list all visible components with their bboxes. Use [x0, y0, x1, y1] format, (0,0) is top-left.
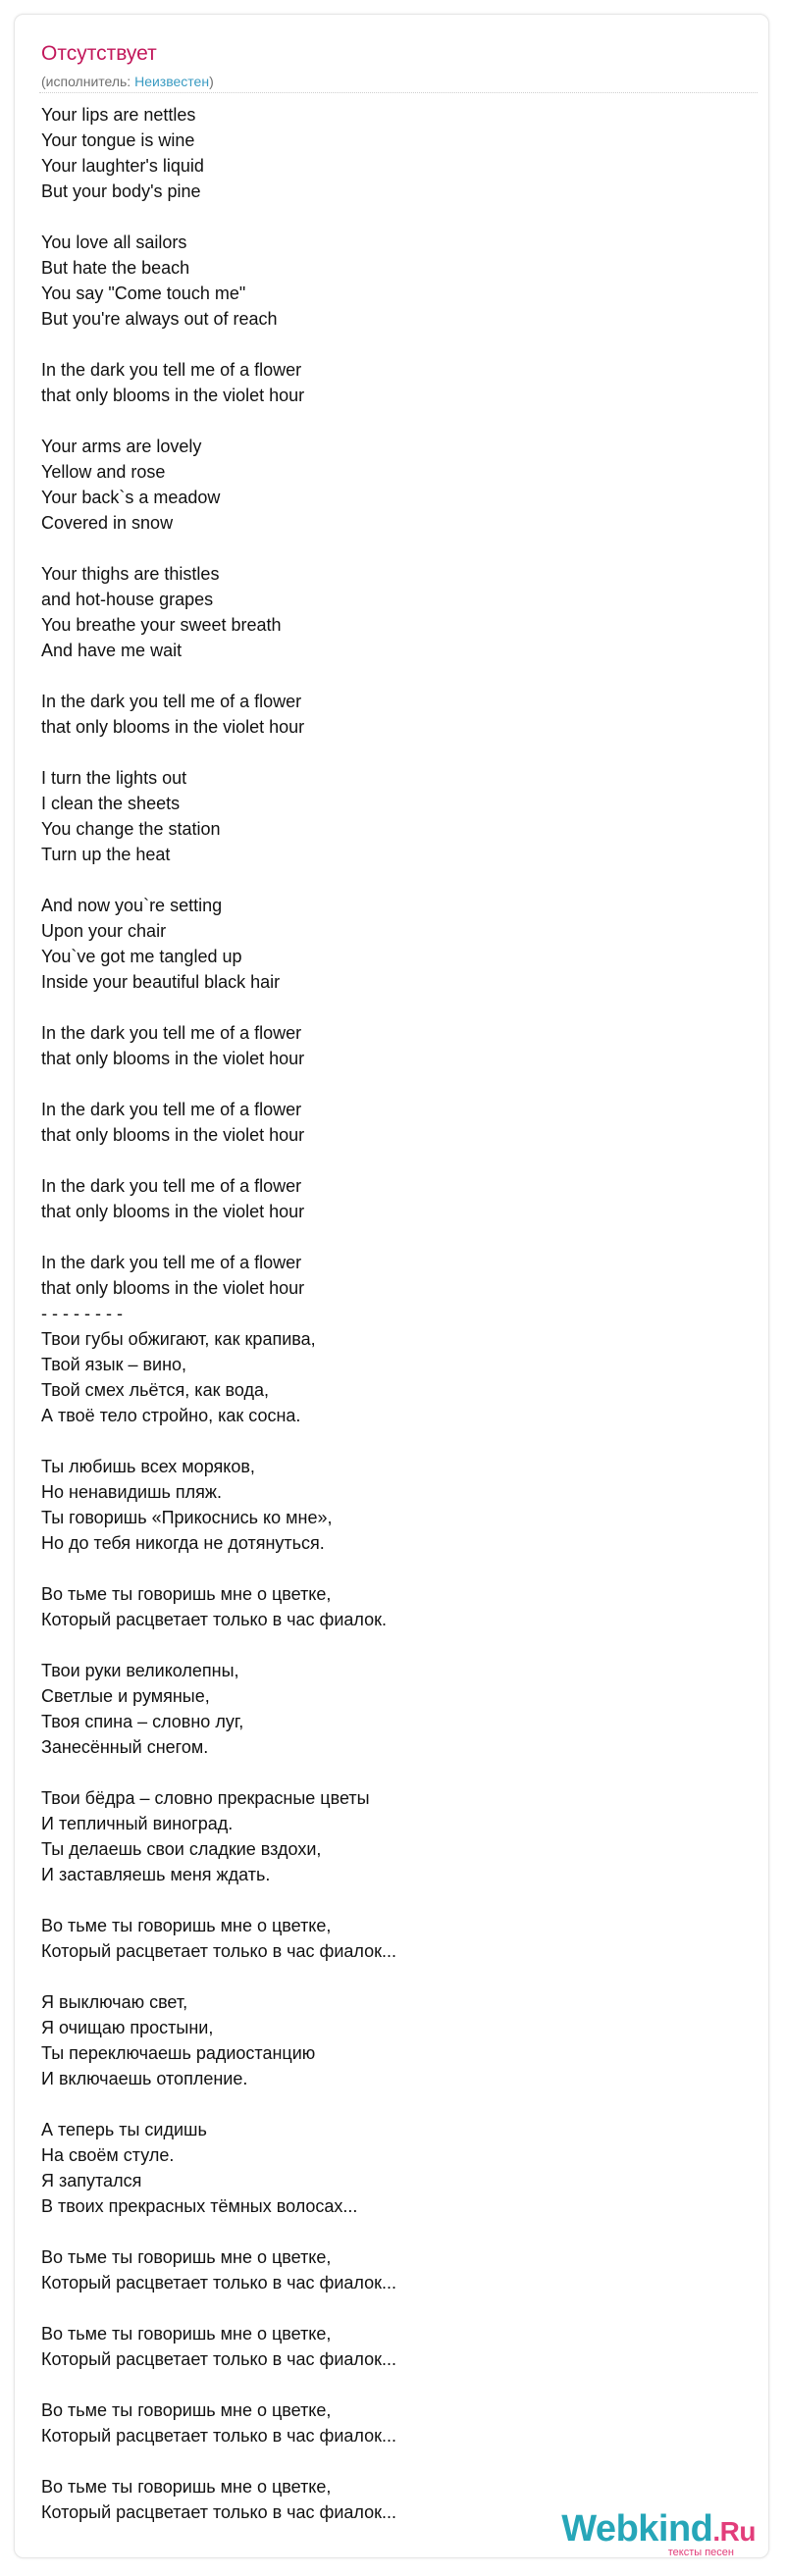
lyric-line: Светлые и румяные, — [41, 1686, 210, 1706]
lyric-blank-line — [41, 740, 728, 765]
site-logo[interactable] — [559, 2509, 756, 2556]
lyric-blank-line — [41, 2091, 728, 2117]
lyric-blank-line — [41, 332, 728, 357]
lyric-blank-line — [41, 1224, 728, 1250]
lyric-line: Во тьме ты говоришь мне о цветке, — [41, 1916, 332, 1935]
lyric-blank-line — [41, 1964, 728, 1989]
lyric-blank-line — [41, 2448, 728, 2474]
lyric-line: Который расцветает только в час фиалок... — [41, 1941, 397, 1961]
lyric-line: In the dark you tell me of a flower — [41, 1023, 302, 1043]
lyric-blank-line — [41, 1632, 728, 1658]
lyric-line: Covered in snow — [41, 513, 174, 533]
lyric-line: Turn up the heat — [41, 845, 171, 864]
lyric-blank-line — [41, 536, 728, 561]
lyric-line: - - - - - - - - — [41, 1304, 123, 1323]
lyric-line: Ты любишь всех моряков, — [41, 1457, 255, 1476]
lyric-blank-line — [41, 204, 728, 230]
lyric-line: А теперь ты сидишь — [41, 2120, 207, 2139]
lyric-line: Your thighs are thistles — [41, 564, 220, 584]
lyric-line: И тепличный виноград. — [41, 1814, 234, 1833]
lyric-line: Я очищаю простыни, — [41, 2018, 214, 2037]
lyric-line: Твои бёдра – словно прекрасные цветы — [41, 1788, 370, 1808]
lyric-blank-line — [41, 2372, 728, 2397]
logo-brand: Webkind — [561, 2508, 713, 2550]
lyric-blank-line — [41, 1071, 728, 1097]
lyric-blank-line — [41, 2295, 728, 2321]
lyric-line: In the dark you tell me of a flower — [41, 360, 302, 380]
lyric-line: You change the station — [41, 819, 221, 839]
lyric-line: Your laughter's liquid — [41, 156, 204, 176]
lyric-line: Your tongue is wine — [41, 130, 195, 150]
lyric-line: And now you`re setting — [41, 896, 223, 915]
logo-tld: .Ru — [712, 2516, 756, 2547]
lyric-line: You breathe your sweet breath — [41, 615, 282, 635]
lyric-line: Я выключаю свет, — [41, 1992, 188, 2012]
lyric-line: В твоих прекрасных тёмных волосах... — [41, 2196, 358, 2216]
lyric-line: Который расцветает только в час фиалок... — [41, 2502, 397, 2522]
lyric-line: Твоя спина – словно луг, — [41, 1712, 244, 1731]
lyric-line: А твоё тело стройно, как сосна. — [41, 1406, 301, 1425]
song-title: Отсутствует — [41, 42, 157, 65]
lyric-line: that only blooms in the violet hour — [41, 1125, 305, 1145]
lyric-line: and hot-house grapes — [41, 590, 214, 609]
lyric-line: Ты переключаешь радиостанцию — [41, 2043, 316, 2063]
artist-prefix: (исполнитель: — [41, 74, 135, 89]
lyric-line: Я запутался — [41, 2171, 142, 2190]
lyric-blank-line — [41, 1887, 728, 1913]
lyric-line: You love all sailors — [41, 232, 187, 252]
lyric-line: Твои губы обжигают, как крапива, — [41, 1329, 316, 1349]
lyric-blank-line — [41, 408, 728, 434]
lyric-line: Ты говоришь «Прикоснись ко мне», — [41, 1508, 333, 1527]
artist-suffix: ) — [209, 74, 214, 89]
lyric-line: Во тьме ты говоришь мне о цветке, — [41, 1584, 332, 1604]
lyric-blank-line — [41, 1148, 728, 1173]
lyric-line: You say "Come touch me" — [41, 283, 246, 303]
lyric-line: Ты делаешь свои сладкие вздохи, — [41, 1839, 322, 1859]
lyric-blank-line — [41, 663, 728, 689]
lyric-line: Который расцветает только в час фиалок... — [41, 2349, 397, 2369]
lyric-line: Который расцветает только в час фиалок... — [41, 2426, 397, 2446]
lyric-line: And have me wait — [41, 641, 183, 660]
lyric-line: Your arms are lovely — [41, 437, 202, 456]
artist-line — [41, 73, 214, 90]
lyric-line: that only blooms in the violet hour — [41, 717, 305, 737]
lyric-blank-line — [41, 1556, 728, 1581]
lyric-line: I clean the sheets — [41, 794, 181, 813]
lyric-line: Во тьме ты говоришь мне о цветке, — [41, 2247, 332, 2267]
logo-tagline: тексты песен — [667, 2547, 734, 2558]
lyric-line: But your body's pine — [41, 181, 201, 201]
lyric-line: Твои руки великолепны, — [41, 1661, 239, 1680]
lyric-blank-line — [41, 867, 728, 893]
lyric-line: You`ve got me tangled up — [41, 947, 242, 966]
lyric-line: Который расцветает только в час фиалок... — [41, 2273, 397, 2293]
lyric-line: that only blooms in the violet hour — [41, 1049, 305, 1068]
lyric-line: Inside your beautiful black hair — [41, 972, 281, 992]
lyric-line: Твой смех льётся, как вода, — [41, 1380, 269, 1400]
lyric-line: In the dark you tell me of a flower — [41, 1100, 302, 1119]
artist-link[interactable]: Неизвестен — [134, 74, 210, 89]
lyric-line: Upon your chair — [41, 921, 167, 941]
lyric-line: Your lips are nettles — [41, 105, 196, 125]
lyric-line: Но ненавидишь пляж. — [41, 1482, 222, 1502]
lyric-line: Во тьме ты говоришь мне о цветке, — [41, 2324, 332, 2344]
lyric-line: Но до тебя никогда не дотянуться. — [41, 1533, 325, 1553]
lyric-blank-line — [41, 1760, 728, 1785]
song-header — [41, 41, 214, 90]
lyric-line: Во тьме ты говоришь мне о цветке, — [41, 2400, 332, 2420]
lyric-line: In the dark you tell me of a flower — [41, 1253, 302, 1272]
lyric-line: И включаешь отопление. — [41, 2069, 248, 2088]
header-divider — [39, 92, 758, 93]
lyric-line: Занесённый снегом. — [41, 1737, 209, 1757]
lyrics-body — [41, 102, 728, 2525]
lyric-line: In the dark you tell me of a flower — [41, 1176, 302, 1196]
lyric-blank-line — [41, 1428, 728, 1454]
lyric-line: that only blooms in the violet hour — [41, 1202, 305, 1221]
lyric-line: Your back`s a meadow — [41, 488, 221, 507]
lyric-blank-line — [41, 995, 728, 1020]
lyric-blank-line — [41, 2219, 728, 2244]
lyric-line: I turn the lights out — [41, 768, 187, 788]
lyric-line: Yellow and rose — [41, 462, 166, 482]
lyric-line: that only blooms in the violet hour — [41, 1278, 305, 1298]
logo-wordmark — [561, 2509, 756, 2551]
lyric-line: that only blooms in the violet hour — [41, 386, 305, 405]
lyric-line: But you're always out of reach — [41, 309, 278, 329]
lyric-line: Во тьме ты говоришь мне о цветке, — [41, 2477, 332, 2497]
lyric-line: Который расцветает только в час фиалок. — [41, 1610, 388, 1629]
lyric-line: И заставляешь меня ждать. — [41, 1865, 271, 1884]
lyric-line: На своём стуле. — [41, 2145, 175, 2165]
lyric-line: But hate the beach — [41, 258, 190, 278]
lyric-line: In the dark you tell me of a flower — [41, 692, 302, 711]
lyric-line: Твой язык – вино, — [41, 1355, 187, 1374]
